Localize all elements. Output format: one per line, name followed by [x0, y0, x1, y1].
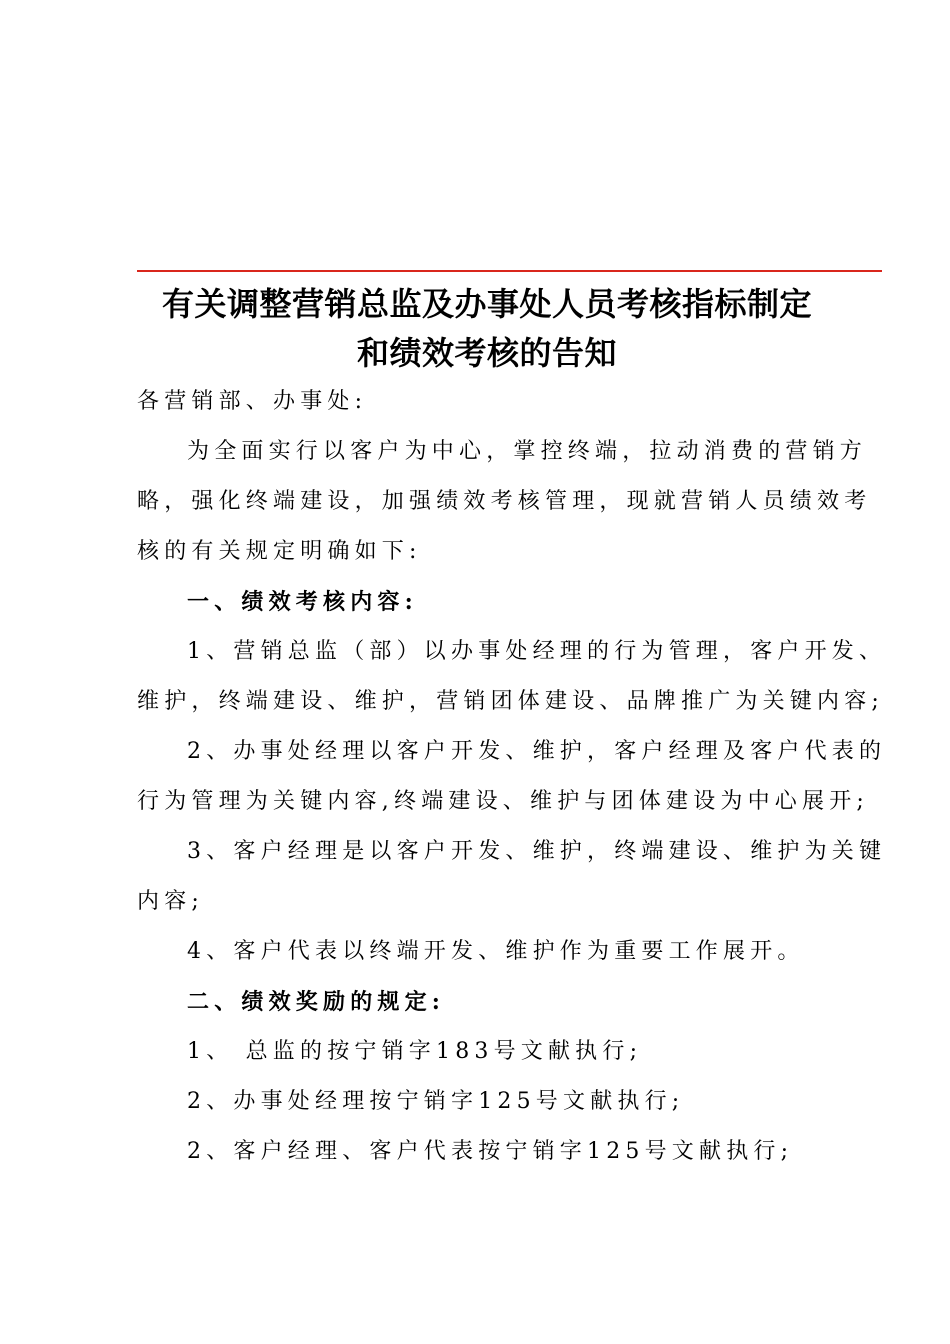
section-1-item: 行为管理为关键内容,终端建设、维护与团体建设为中心展开;: [137, 789, 870, 814]
section-1-item: 1、营销总监（部）以办事处经理的行为管理，客户开发、: [187, 639, 887, 664]
section-2-item: 2、办事处经理按宁销字125号文献执行;: [187, 1089, 685, 1114]
document-title-line-2: 和绩效考核的告知: [356, 334, 617, 372]
section-2-item: 2、客户经理、客户代表按宁销字125号文献执行;: [187, 1139, 794, 1164]
section-1-item: 维护，终端建设、维护，营销团体建设、品牌推广为关键内容;: [137, 689, 885, 714]
intro-line: 为全面实行以客户为中心，掌控终端，拉动消费的营销方: [187, 439, 868, 464]
salutation: 各营销部、办事处:: [137, 389, 368, 414]
section-2-item: 1、 总监的按宁销字183号文献执行;: [187, 1039, 643, 1064]
intro-line: 略，强化终端建设，加强绩效考核管理，现就营销人员绩效考: [137, 489, 872, 514]
section-1-item: 4、客户代表以终端开发、维护作为重要工作展开。: [187, 939, 805, 964]
document-title-line-1: 有关调整营销总监及办事处人员考核指标制定: [161, 285, 812, 323]
section-1-item: 内容;: [137, 889, 205, 914]
section-1-heading: 一、绩效考核内容:: [187, 589, 418, 615]
section-1-item: 3、客户经理是以客户开发、维护，终端建设、维护为关键: [187, 839, 887, 864]
red-header-rule: [137, 270, 882, 272]
section-1-item: 2、办事处经理以客户开发、维护，客户经理及客户代表的: [187, 739, 887, 764]
intro-line: 核的有关规定明确如下:: [137, 539, 422, 564]
section-2-heading: 二、绩效奖励的规定:: [187, 989, 446, 1015]
